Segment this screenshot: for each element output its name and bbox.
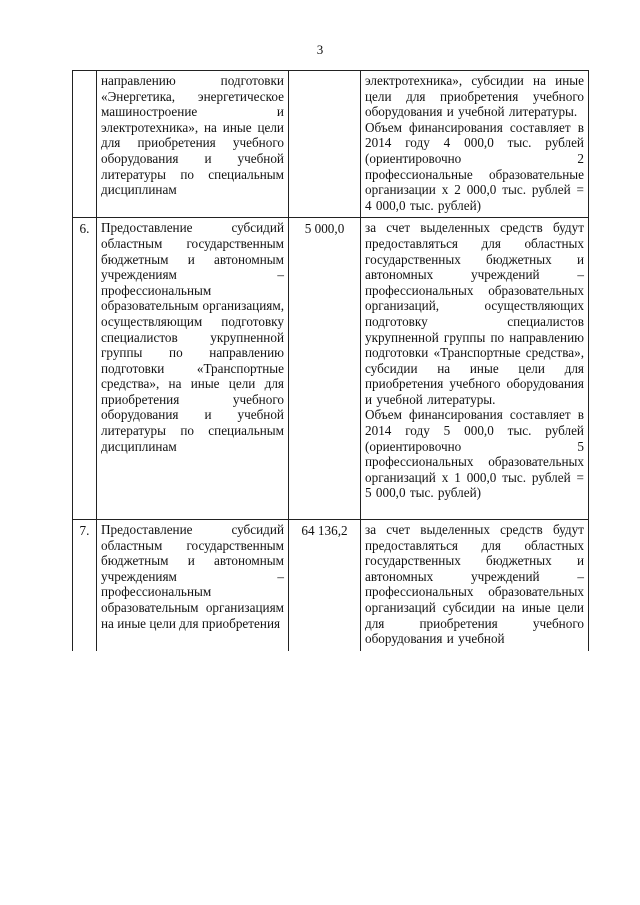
measure-description xyxy=(361,218,589,520)
description-paragraph: электротехника», субсидии на иные цели для приобретения учебного оборудования и учебной литературы. xyxy=(365,73,584,120)
program-table xyxy=(72,70,589,651)
funding-amount: 5 000,0 xyxy=(289,218,361,520)
row-number xyxy=(73,71,97,218)
funding-paragraph: Объем финансирования составляет в 2014 году 4 000,0 тыс. рублей (ориентировочно 2 профессиональные образовательные организации х 2 000,0 тыс. рублей = 4 000,0 тыс. рублей) xyxy=(365,119,584,213)
funding-amount xyxy=(289,71,361,218)
description-paragraph: за счет выделенных средств будут предоставляться для областных государственных бюджетных и автономных учреждений – профессиональных образовательных организаций субсидии на иные цели для приобретения учебного оборудования и учебной xyxy=(365,522,584,647)
table-row xyxy=(73,520,589,651)
row-number: 7. xyxy=(73,520,97,651)
table-row xyxy=(73,218,589,520)
measure-description xyxy=(361,520,589,651)
page-number: 3 xyxy=(316,42,324,57)
row-number: 6. xyxy=(73,218,97,520)
description-paragraph: за счет выделенных средств будут предоставляться для областных государственных бюджетных и автономных учреждений – профессиональных образовательных организаций, осуществляющих подготовку специалистов укрупненной группы по направлению подготовки «Транспортные средства», субсидии на иные цели для приобретения учебного оборудования и учебной литературы. xyxy=(365,220,584,407)
table-row xyxy=(73,71,589,218)
funding-paragraph: Объем финансирования составляет в 2014 году 5 000,0 тыс. рублей (ориентировочно 5 профессиональных образовательных организаций х 1 000,0 тыс. рублей = 5 000,0 тыс. рублей) xyxy=(365,407,584,501)
measure-title: Предоставление субсидий областным государственным бюджетным и автономным учреждениям – профессиональным образовательным организациям, осуществляющим подготовку специалистов укрупненной группы по направлению подготовки «Транспортные средства», на иные цели для приобретения учебного оборудования и учебной литературы по специальным дисциплинам xyxy=(97,218,289,520)
measure-description xyxy=(361,71,589,218)
funding-amount: 64 136,2 xyxy=(289,520,361,651)
measure-title: Предоставление субсидий областным государственным бюджетным и автономным учреждениям – профессиональным образовательным организациям на иные цели для приобретения xyxy=(97,520,289,651)
measure-title: направлению подготовки «Энергетика, энергетическое машиностроение и электротехника», на иные цели для приобретения учебного оборудования и учебной литературы по специальным дисциплинам xyxy=(97,71,289,218)
